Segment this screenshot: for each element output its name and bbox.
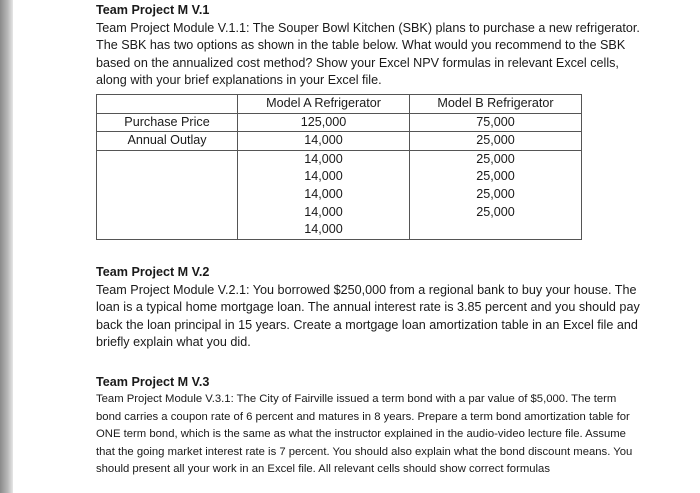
- header-cell-model-b: Model B Refrigerator: [410, 95, 582, 114]
- section-v3: [96, 374, 641, 478]
- section-v1-body: Team Project Module V.1.1: The Souper Bowl Kitchen (SBK) plans to purchase a new refrigerator. The SBK has two options as shown in the table below. What would you recommend to the SBK based on the annualized cost method? Show your Excel NPV formulas in relevant Excel cells, along with your brief explanations in your Excel file.: [96, 20, 640, 88]
- model-b-value: 25,000: [410, 168, 582, 186]
- model-a-value: 14,000: [238, 186, 410, 204]
- row-label: [97, 204, 238, 222]
- section-v3-body: Team Project Module V.3.1: The City of Fairville issued a term bond with a par value of $5,000. The term bond carries a coupon rate of 6 percent and matures in 8 years. Prepare a term bond amortization table for ONE term bond, which is the same as what the instructor explained in the audio-video lecture file. Assume that the going market interest rate is 7 percent. You should also explain what the bond discount means. You should present all your work in an Excel file. All relevant cells should show correct formulas: [96, 393, 633, 476]
- section-v3-heading: Team Project M V.3: [96, 375, 210, 389]
- section-v2: [96, 264, 641, 352]
- row-label: [97, 221, 238, 239]
- table-row: [97, 113, 582, 132]
- model-a-value: 14,000: [238, 204, 410, 222]
- table-row: [97, 221, 582, 239]
- model-a-value: 14,000: [238, 132, 410, 151]
- table-row: [97, 132, 582, 151]
- model-b-value: 25,000: [410, 186, 582, 204]
- refrigerator-comparison-table: [96, 94, 582, 240]
- model-b-value: 25,000: [410, 150, 582, 168]
- section-v1-heading: Team Project M V.1: [96, 3, 210, 17]
- model-b-value: 25,000: [410, 132, 582, 151]
- row-label: [97, 150, 238, 168]
- table-header-row: [97, 95, 582, 114]
- model-a-value: 14,000: [238, 150, 410, 168]
- table-row: [97, 168, 582, 186]
- row-label: [97, 168, 238, 186]
- table-row: [97, 204, 582, 222]
- section-v1: [96, 2, 641, 90]
- page-edge-shadow: [0, 0, 13, 493]
- row-label: Purchase Price: [97, 113, 238, 132]
- table-row: [97, 186, 582, 204]
- model-b-value: 25,000: [410, 204, 582, 222]
- row-label: Annual Outlay: [97, 132, 238, 151]
- table-row: [97, 150, 582, 168]
- header-cell-model-a: Model A Refrigerator: [238, 95, 410, 114]
- header-cell-blank: [97, 95, 238, 114]
- section-v2-body: Team Project Module V.2.1: You borrowed $250,000 from a regional bank to buy your house. The loan is a typical home mortgage loan. The annual interest rate is 3.85 percent and you should pay back the loan principal in 15 years. Create a mortgage loan amortization table in an Excel file and briefly explain what you did.: [96, 282, 640, 350]
- model-a-value: 14,000: [238, 221, 410, 239]
- row-label: [97, 186, 238, 204]
- section-v2-heading: Team Project M V.2: [96, 265, 210, 279]
- model-a-value: 125,000: [238, 113, 410, 132]
- model-a-value: 14,000: [238, 168, 410, 186]
- model-b-value: 75,000: [410, 113, 582, 132]
- model-b-value: [410, 221, 582, 239]
